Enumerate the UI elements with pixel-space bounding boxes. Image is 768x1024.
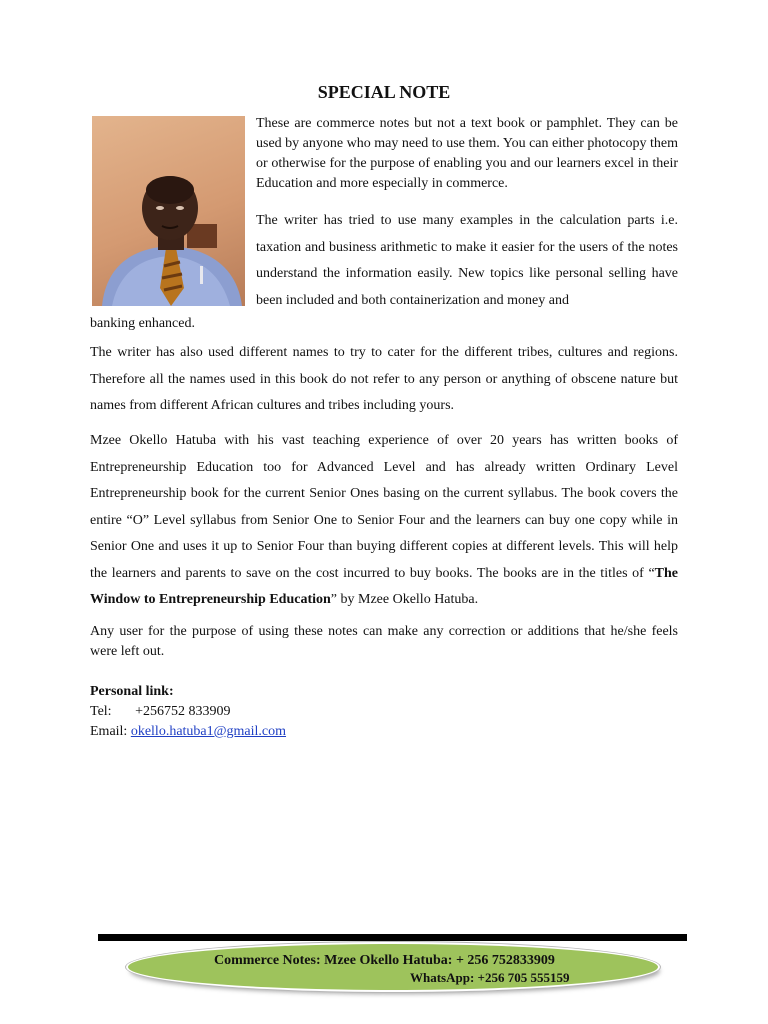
email-label: Email: (90, 724, 128, 739)
page-title: SPECIAL NOTE (317, 82, 451, 102)
examples-paragraph: The writer has tried to use many examples in the calculation parts i.e. taxation and business arithmetic to make it easier for the users of the notes understand the information easily. New topics like personal selling have been included and both containerization and money and (256, 213, 678, 308)
book-title: The Window to Entrepreneurship Education (90, 565, 678, 607)
names-paragraph: The writer has also used different names to try to cater for the different tribes, cultures and regions. Therefore all the names used in this book do not refer to any person or anything of obscene nature but names from different African cultures and tribes including yours. (90, 345, 678, 413)
email-link[interactable]: okello.hatuba1@gmail.com (130, 724, 287, 739)
author-paragraph-end: ” by Mzee Okello Hatuba. (330, 592, 479, 607)
tel-row (90, 702, 286, 722)
tel-number: +256752 833909 (135, 704, 231, 719)
author-paragraph (90, 428, 678, 614)
corrections-paragraph: Any user for the purpose of using these notes can make any correction or additions that he/she feels were left out. (90, 624, 678, 659)
footer-whatsapp: WhatsApp: +256 705 555159 (410, 970, 570, 985)
contact-heading: Personal link: (90, 684, 174, 699)
footer-rule (98, 934, 687, 941)
intro-paragraph: These are commerce notes but not a text book or pamphlet. They can be used by anyone who may need to use them. You can either photocopy them or otherwise for the purpose of enabling you and our learners excel in their Education and more especially in commerce. (256, 116, 678, 191)
contact-block (90, 682, 286, 742)
footer-commerce-notes: Commerce Notes: Mzee Okello Hatuba: + 256 752833909 (214, 953, 555, 968)
author-paragraph-text: Mzee Okello Hatuba with his vast teaching experience of over 20 years has written books of Entrepreneurship Education too for Advanced Level and has already written Ordinary Level Entrepreneurship book for the current Senior Ones basing on the current syllabus. The book covers the entire “O” Level syllabus from Senior One to Senior Four and the learners can buy one copy while in Senior One and uses it up to Senior Four than buying different copies at different levels. This will help the learners and parents to save on the cost incurred to buy books. The books are in the titles of “ (90, 433, 678, 581)
email-row (90, 722, 286, 742)
tel-label: Tel: (90, 704, 112, 719)
examples-paragraph-tail: banking enhanced. (90, 316, 195, 331)
author-photo (92, 116, 245, 306)
